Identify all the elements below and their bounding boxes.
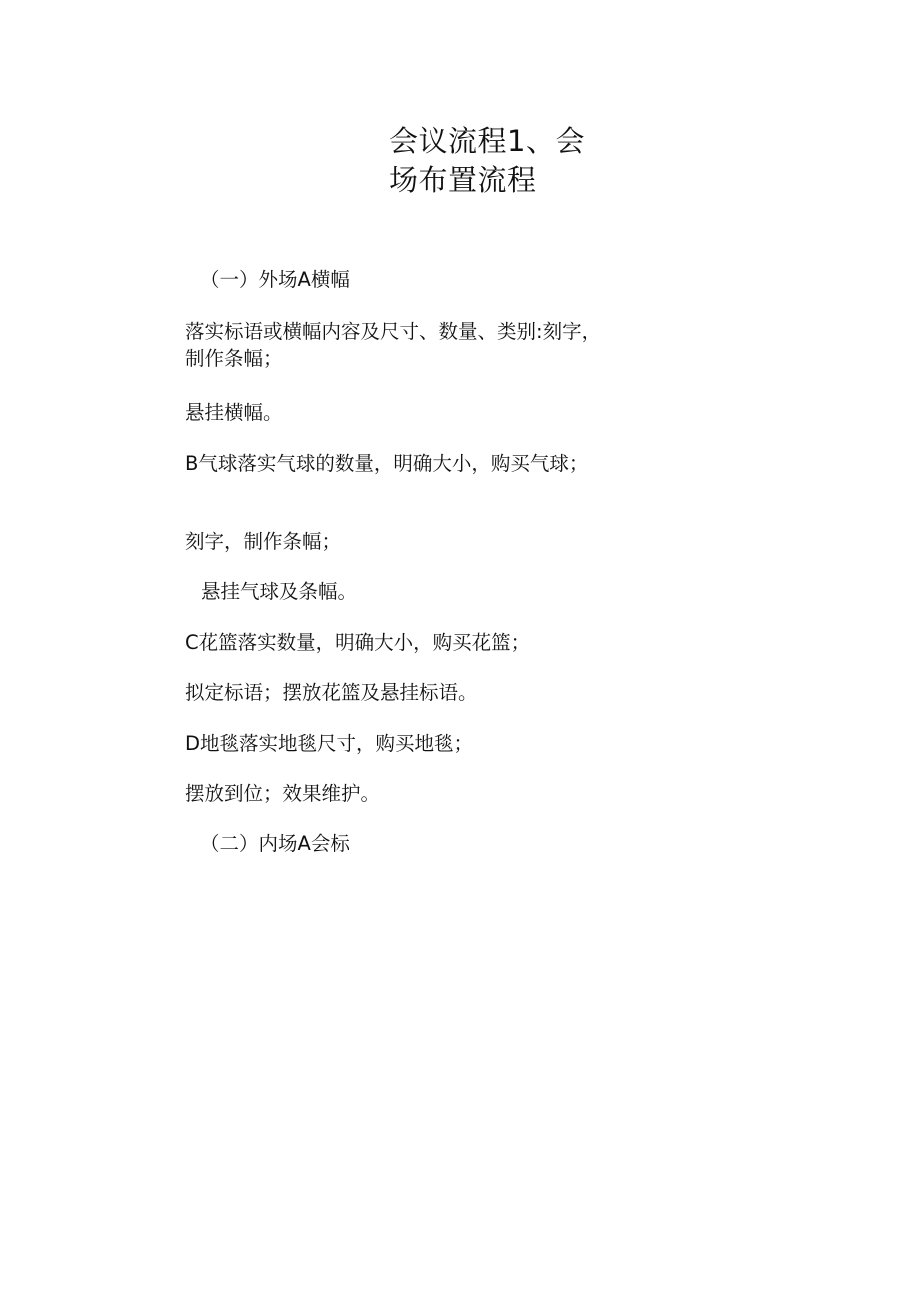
- paragraph-placement: 摆放到位；效果维护。: [185, 782, 381, 805]
- paragraph-engrave-banner: 刻字，制作条幅；: [185, 530, 342, 553]
- paragraph-carpet: D地毯落实地毯尺寸，购买地毯；: [185, 732, 474, 755]
- paragraph-flower-baskets: C花篮落实数量，明确大小，购买花篮；: [185, 631, 531, 654]
- paragraph-hang-banner: 悬挂横幅。: [185, 401, 283, 424]
- paragraph-balloons: B气球落实气球的数量，明确大小，购买气球；: [185, 452, 589, 475]
- section-heading-outdoor: （一）外场A横幅: [200, 268, 350, 291]
- section-heading-indoor: （二）内场A会标: [200, 832, 350, 855]
- title-line-2: 场布置流程: [389, 163, 537, 197]
- page-title: [389, 122, 619, 200]
- paragraph-banner-content: 落实标语或横幅内容及尺寸、数量、类别:刻字，制作条幅；: [185, 320, 602, 370]
- paragraph-slogans: 拟定标语；摆放花篮及悬挂标语。: [185, 681, 478, 704]
- paragraph-hang-balloons: 悬挂气球及条幅。: [201, 580, 358, 603]
- title-line-1: 会议流程1、会: [389, 124, 585, 158]
